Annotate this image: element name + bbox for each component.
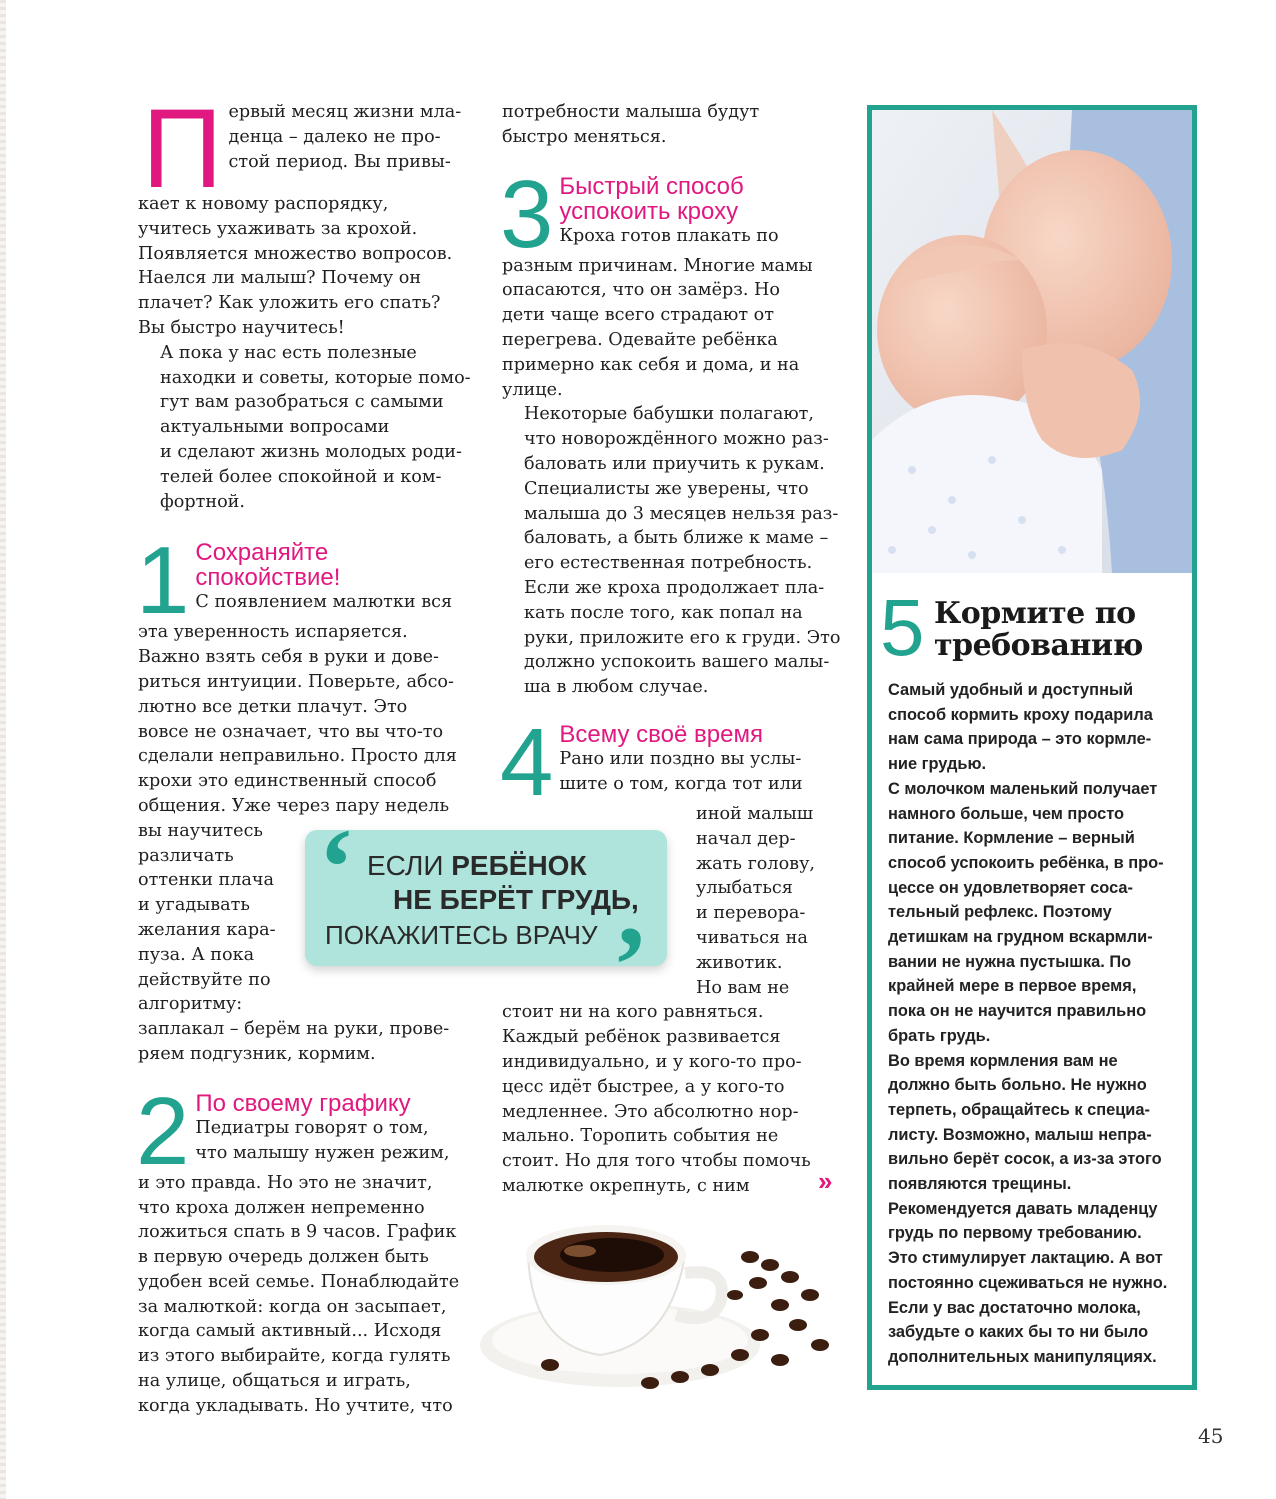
text-line: мально. Торопить события не	[502, 1126, 779, 1147]
section-4-title: Всему своё время	[559, 720, 763, 748]
text-line: денца – далеко не про-	[228, 126, 441, 147]
text-line: эта уверенность испаряется.	[138, 622, 408, 643]
text-line: когда самый активный... Исходя	[138, 1321, 442, 1342]
text-line: стоит. Но для того чтобы помочь	[502, 1151, 811, 1172]
text-line: стой период. Вы привы-	[228, 151, 451, 172]
text-line: пока он не научится правильно	[888, 1002, 1147, 1021]
intro-paragraph-2	[138, 341, 471, 515]
text-line: Рекомендуется давать младенцу	[888, 1199, 1158, 1218]
text-line: цесс идёт быстрее, а у кого-то	[502, 1076, 785, 1097]
text-line: перегрева. Одевайте ребёнка	[502, 329, 778, 350]
text-line: чиваться на	[696, 927, 808, 948]
text-line: оттенки плача	[138, 870, 275, 891]
section-3-first-line: Кроха готов плакать по	[559, 225, 779, 246]
text-line: забудьте о каких бы то ни было	[888, 1323, 1149, 1342]
text-line: А пока у нас есть полезные	[160, 342, 417, 363]
text-line: риться интуиции. Поверьте, абсо-	[138, 671, 454, 692]
quote-line-2: НЕ БЕРЁТ ГРУДЬ,	[393, 884, 639, 915]
text-line: общения. Уже через пару недель	[138, 795, 450, 816]
section-2-body	[138, 1171, 468, 1419]
text-line: ша в любом случае.	[524, 677, 709, 698]
text-line: вовсе не означает, что вы что-то	[138, 721, 444, 742]
section-3-number: 3	[500, 160, 554, 268]
text-line: дети чаще всего страдают от	[502, 305, 774, 326]
text-line: Это стимулирует лактацию. А вот	[888, 1249, 1163, 1268]
close-quote-icon: ’	[612, 904, 649, 1026]
text-line: постоянно сцеживаться не нужно.	[888, 1273, 1168, 1292]
breastfeeding-photo	[872, 110, 1192, 573]
text-line: Появляется множество вопросов.	[138, 243, 453, 264]
text-line: дополнительных манипуляциях.	[888, 1347, 1157, 1366]
text-line: учитесь ухаживать за крохой.	[138, 218, 418, 239]
text-line: листу. Возможно, малыш непра-	[888, 1125, 1152, 1144]
column-2-top	[502, 100, 832, 150]
text-line: сделали неправильно. Просто для	[138, 746, 457, 767]
text-line: малютке окрепнуть, с ним	[502, 1175, 750, 1196]
text-line: из этого выбирайте, когда гулять	[138, 1346, 451, 1367]
text-line: Наелся ли малыш? Почему он	[138, 268, 422, 289]
text-line: опасаются, что он замёрз. Но	[502, 280, 780, 301]
text-line: способ успокоить ребёнка, в про-	[888, 853, 1164, 872]
text-line: на улице, общаться и играть,	[138, 1371, 411, 1392]
intro	[138, 86, 471, 514]
text-line: баловать или приучить к рукам.	[524, 453, 825, 474]
text-line: Быстрый способ	[559, 172, 744, 200]
text-line: малыша до 3 месяцев нельзя раз-	[524, 503, 839, 524]
text-line: пуза. А пока	[138, 944, 255, 965]
text-line: что малышу нужен режим,	[195, 1142, 450, 1163]
text-line: и это правда. Но это не значит,	[138, 1172, 433, 1193]
text-line: спокойствие!	[195, 564, 341, 592]
sidebar-box	[867, 105, 1197, 1390]
text-line: индивидуально, и у кого-то про-	[502, 1051, 802, 1072]
section-3-paragraph-2	[502, 402, 841, 700]
text-line: улыбаться	[696, 878, 793, 899]
text-line: кать после того, как попал на	[524, 602, 803, 623]
text-line: стоит ни на кого равняться.	[502, 1002, 764, 1023]
text-line: медленнее. Это абсолютно нор-	[502, 1101, 799, 1122]
section-4-number: 4	[500, 708, 554, 816]
text-line: требованию	[934, 628, 1143, 663]
text-line: питание. Кормление – верный	[888, 829, 1135, 848]
dropcap-letter: П	[142, 86, 223, 211]
quote-line-1: ЕСЛИ РЕБЁНОК	[367, 850, 587, 881]
section-1-number: 1	[136, 527, 190, 635]
text-line: действуйте по	[138, 969, 271, 990]
intro-text	[138, 192, 468, 341]
text-line: намного больше, чем просто	[888, 804, 1125, 823]
text-line: Но вам не	[696, 977, 790, 998]
text-line: вильно берёт сосок, а из-за этого	[888, 1150, 1162, 1169]
section-2-number: 2	[136, 1077, 190, 1185]
text-line: удобен всей семье. Понаблюдайте	[138, 1271, 460, 1292]
text-line: лютно все детки плачут. Это	[138, 696, 408, 717]
text-line: детишкам на грудном вскармли-	[888, 928, 1153, 947]
text-line: что кроха должен непременно	[138, 1197, 425, 1218]
text-line: Некоторые бабушки полагают,	[524, 404, 814, 425]
text-line: гут вам разобраться с самыми	[160, 392, 444, 413]
text-line: нам сама природа – это кормле-	[888, 730, 1152, 749]
text-line: Кормите по	[934, 596, 1136, 631]
text-line: потребности малыша будут	[502, 102, 760, 122]
page-number: 45	[1198, 1424, 1224, 1448]
text-line: брать грудь.	[888, 1026, 991, 1045]
section-2-title: По своему графику	[195, 1089, 411, 1117]
text-line: начал дер-	[696, 828, 796, 849]
text-line: жать голову,	[696, 853, 816, 874]
section-3-body	[502, 254, 832, 403]
section-5-body	[888, 678, 1178, 1370]
text-line: за малюткой: когда он засыпает,	[138, 1296, 447, 1317]
section-4-tail	[502, 1000, 832, 1198]
text-line: что новорождённого можно раз-	[524, 429, 829, 450]
text-line: плачет? Как уложить его спать?	[138, 293, 441, 314]
text-line: и перевора-	[696, 903, 806, 924]
text-line: грудь по первому требованию.	[888, 1224, 1142, 1243]
text-line: Педиатры говорят о том,	[195, 1117, 429, 1138]
text-line: ервый месяц жизни мла-	[228, 102, 462, 122]
text-line: разным причинам. Многие мамы	[502, 255, 813, 276]
text-line: животик.	[696, 952, 783, 973]
text-line: должно быть больно. Не нужно	[888, 1076, 1147, 1095]
text-line: шите о том, когда тот или	[559, 773, 803, 794]
section-1	[136, 527, 468, 1066]
text-line: улице.	[502, 379, 563, 400]
text-line: Самый удобный и доступный	[888, 681, 1134, 699]
text-line: терпеть, обращайтесь к специа-	[888, 1100, 1150, 1119]
column-2	[500, 100, 841, 1199]
text-line: быстро меняться.	[502, 126, 667, 147]
text-line: вы научитесь	[138, 820, 264, 841]
section-2	[136, 1077, 468, 1419]
text-line: его естественная потребность.	[524, 553, 813, 574]
text-line: когда укладывать. Но учтите, что	[138, 1395, 453, 1416]
text-line: Рано или поздно вы услы-	[559, 748, 802, 769]
coffee-cup-image	[480, 1195, 850, 1405]
text-line: различать	[138, 845, 234, 866]
text-line: и угадывать	[138, 895, 250, 916]
text-line: появляются трещины.	[888, 1175, 1072, 1194]
text-line: фортной.	[160, 491, 245, 512]
text-line: в первую очередь должен быть	[138, 1247, 429, 1268]
text-line: Каждый ребёнок развивается	[502, 1027, 781, 1048]
text-line: находки и советы, которые помо-	[160, 367, 471, 388]
quote-line-3: ПОКАЖИТЕСЬ ВРАЧУ	[325, 920, 598, 950]
text-line: Вы быстро научитесь!	[138, 317, 345, 338]
text-line: Во время кормления вам не	[888, 1051, 1118, 1070]
text-line: Если у вас достаточно молока,	[888, 1298, 1141, 1317]
text-line: Специалисты же уверены, что	[524, 478, 809, 499]
text-line: кает к новому распорядку,	[138, 194, 389, 214]
section-1-body	[138, 620, 468, 818]
text-line: успокоить кроху	[559, 197, 739, 225]
section-1-tail	[138, 1017, 468, 1067]
section-1-first-line: С появлением малютки вся	[195, 592, 453, 613]
page-edge	[0, 0, 6, 1499]
text-line: иной малыш	[696, 803, 814, 824]
text-line: примерно как себя и дома, и на	[502, 354, 800, 375]
text-line: желания кара-	[138, 919, 276, 940]
text-line: цессе он удовлетворяет соса-	[888, 878, 1133, 897]
text-line: С молочком маленький получает	[888, 779, 1158, 798]
text-line: Если же кроха продолжает пла-	[524, 577, 825, 598]
continue-arrow: »	[818, 1166, 833, 1196]
text-line: должно успокоить вашего малы-	[524, 652, 830, 673]
text-line: крохи это единственный способ	[138, 771, 437, 792]
text-line: алгоритму:	[138, 994, 243, 1015]
text-line: актуальными вопросами	[160, 417, 390, 438]
text-line: баловать, а быть ближе к маме –	[524, 528, 829, 549]
text-line: крайней мере в первое время,	[888, 977, 1137, 996]
text-line: Важно взять себя в руки и дове-	[138, 647, 440, 668]
section-3	[500, 160, 841, 700]
text-line: руки, приложите его к груди. Это	[524, 627, 841, 648]
text-line: способ кормить кроху подарила	[888, 705, 1153, 724]
text-line: заплакал – берём на руки, прове-	[138, 1019, 450, 1040]
text-line: тельный рефлекс. Поэтому	[888, 903, 1112, 922]
text-line: ложиться спать в 9 часов. График	[138, 1222, 457, 1243]
section-5-title	[934, 598, 1192, 662]
text-line: и сделают жизнь молодых роди-	[160, 441, 462, 462]
text-line: вании не нужна пустышка. По	[888, 952, 1132, 971]
column-1	[136, 86, 471, 1419]
open-quote-icon: ‘	[318, 806, 355, 928]
text-line: ние грудью.	[888, 755, 987, 774]
section-5-number: 5	[880, 583, 925, 672]
text-line: ряем подгузник, кормим.	[138, 1043, 376, 1064]
text-line: Сохраняйте	[195, 539, 329, 567]
text-line: телей более спокойной и ком-	[160, 466, 442, 487]
